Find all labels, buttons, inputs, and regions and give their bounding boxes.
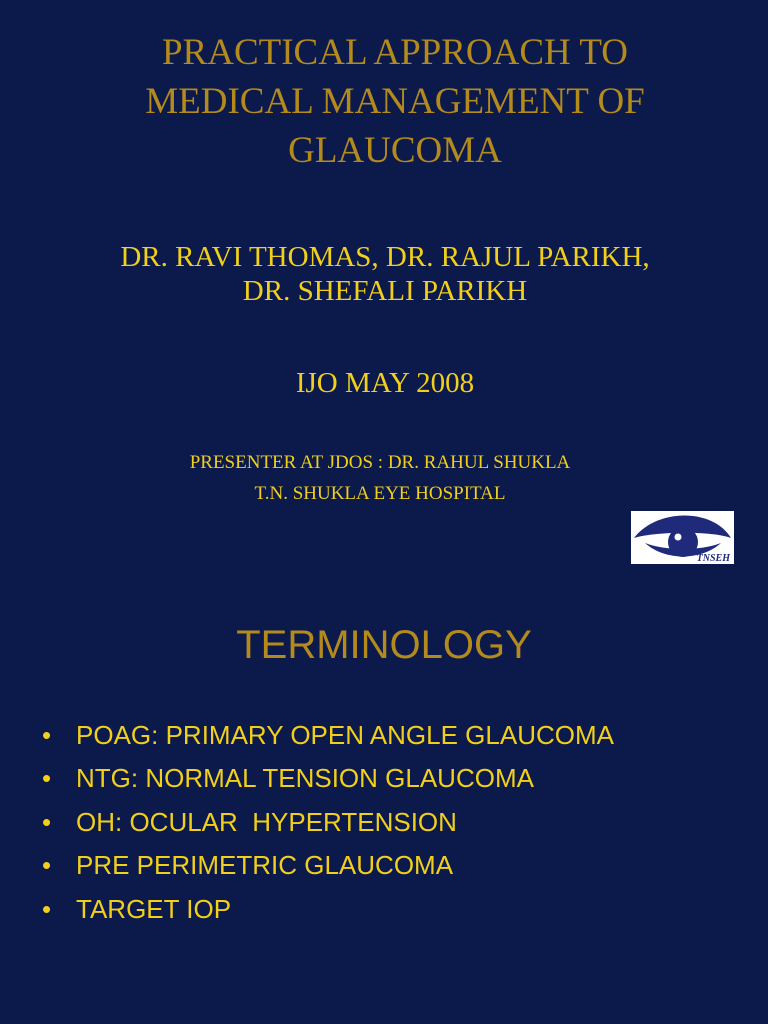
title-line: GLAUCOMA	[288, 130, 502, 171]
hospital-logo	[631, 511, 734, 564]
list-item	[42, 757, 614, 800]
bullet-glyph: •	[42, 850, 52, 881]
slide-title	[40, 28, 750, 175]
list-item	[42, 844, 614, 887]
slide-title: TERMINOLOGY	[236, 623, 532, 667]
bullet-glyph: •	[42, 720, 52, 750]
author-line: DR. RAVI THOMAS, DR. RAJUL PARIKH,	[120, 241, 650, 273]
presenter-info	[30, 447, 730, 509]
title-line: PRACTICAL APPROACH TO	[161, 32, 629, 73]
list-item	[42, 888, 614, 931]
authors	[30, 240, 740, 308]
logo-text: TNSEH	[696, 553, 730, 564]
presenter-line: T.N. SHUKLA EYE HOSPITAL	[254, 483, 506, 504]
author-line: DR. SHEFALI PARIKH	[242, 275, 528, 307]
bullet-list	[42, 714, 614, 931]
bullet-glyph: •	[42, 806, 52, 837]
list-item-text: POAG: PRIMARY OPEN ANGLE GLAUCOMA	[76, 720, 614, 750]
terminology-slide	[0, 590, 768, 1024]
list-item-text: OH: OCULAR HYPERTENSION	[76, 806, 457, 837]
bullet-glyph: •	[42, 893, 52, 924]
presenter-line: PRESENTER AT JDOS : DR. RAHUL SHUKLA	[189, 452, 571, 473]
list-item-text: NTG: NORMAL TENSION GLAUCOMA	[76, 763, 534, 794]
title-line: MEDICAL MANAGEMENT OF	[145, 81, 645, 122]
list-item-text: PRE PERIMETRIC GLAUCOMA	[76, 850, 454, 881]
list-item	[42, 714, 614, 757]
bullet-glyph: •	[42, 763, 52, 794]
list-item-text: TARGET IOP	[76, 893, 232, 924]
eye-icon	[631, 511, 734, 564]
list-item	[42, 801, 614, 844]
journal-reference: IJO MAY 2008	[295, 367, 475, 399]
